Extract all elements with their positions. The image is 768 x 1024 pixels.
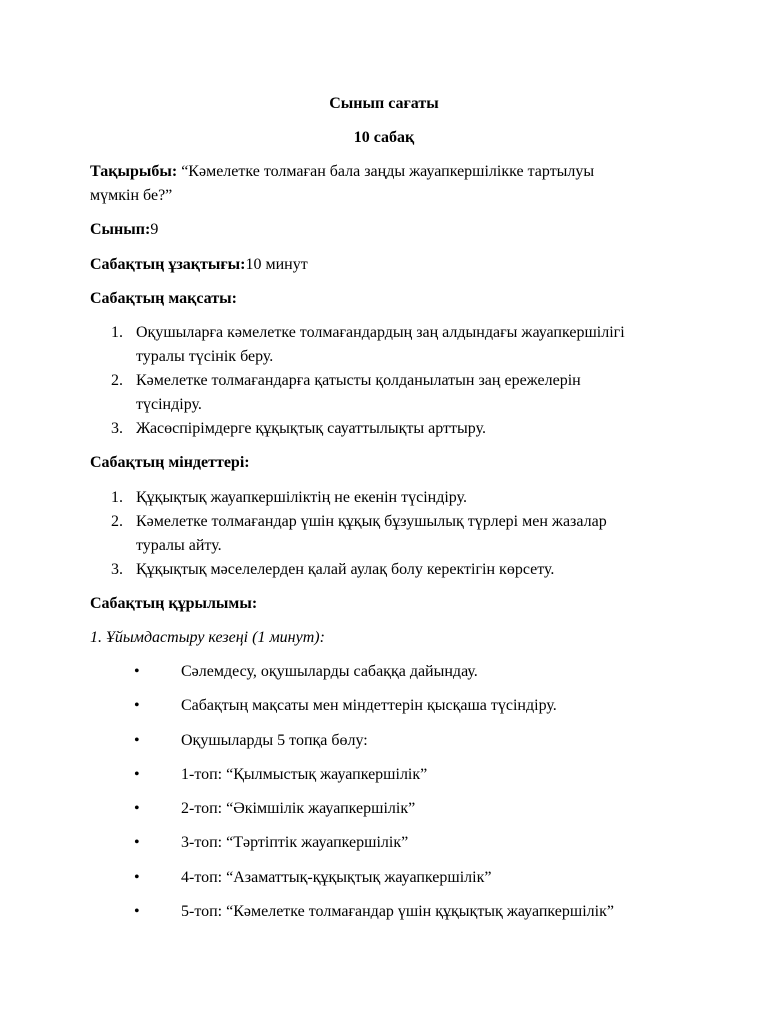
bullet-icon: •	[134, 697, 140, 714]
bullet-icon: •	[134, 766, 140, 783]
document-title: Сынып сағаты	[329, 95, 439, 112]
bullet-icon: •	[134, 800, 140, 817]
duration-value: 10 минут	[245, 256, 308, 273]
bullet-text: Сабақтың мақсаты мен міндеттерін қысқаша түсіндіру.	[181, 697, 557, 714]
bullet-text: Сәлемдесу, оқушыларды сабаққа дайындау.	[181, 663, 478, 680]
task-text: Құқықтық жауапкершіліктің не екенін түсіндіру.	[136, 489, 467, 506]
task-number: 3.	[111, 561, 123, 578]
goal-text: Кәмелетке толмағандарға қатысты қолданылатын заң ережелерін	[136, 372, 581, 389]
bullet-text: 3-топ: “Тәртіптік жауапкершілік”	[181, 834, 409, 851]
goal-text-cont: түсіндіру.	[136, 396, 202, 413]
lesson-number: 10 сабақ	[353, 129, 415, 146]
tasks-heading: Сабақтың міндеттері:	[90, 454, 250, 471]
task-number: 2.	[111, 513, 123, 530]
bullet-icon: •	[134, 834, 140, 851]
bullet-text: 2-топ: “Әкімшілік жауапкершілік”	[181, 800, 416, 817]
bullet-icon: •	[134, 903, 140, 920]
topic-text-1: “Кәмелетке толмаған бала заңды жауапкершілікке тартылуы	[177, 163, 595, 180]
task-number: 1.	[111, 489, 123, 506]
task-text: Құқықтық мәселелерден қалай аулақ болу керектігін көрсету.	[136, 561, 555, 578]
bullet-icon: •	[134, 732, 140, 749]
goal-text: Оқушыларға кәмелетке толмағандардың заң алдындағы жауапкершілігі	[136, 324, 625, 341]
bullet-icon: •	[134, 663, 140, 680]
topic-line-1	[90, 163, 594, 181]
goals-heading: Сабақтың мақсаты:	[90, 290, 237, 307]
bullet-text: Оқушыларды 5 топқа бөлу:	[181, 732, 368, 749]
bullet-text: 4-топ: “Азаматтық-құқықтық жауапкершілік”	[181, 869, 492, 886]
structure-heading: Сабақтың құрылымы:	[90, 595, 258, 612]
topic-label: Тақырыбы:	[90, 163, 178, 180]
topic-text-2: мүмкін бе?”	[90, 187, 173, 204]
task-text: Кәмелетке толмағандар үшін құқық бұзушылық түрлері мен жазалар	[136, 513, 607, 530]
goal-number: 2.	[111, 372, 123, 389]
goal-text-cont: туралы түсінік беру.	[136, 348, 274, 365]
goal-number: 1.	[111, 324, 123, 341]
class-label: Сынып:	[90, 221, 151, 238]
goal-text: Жасөспірімдерге құқықтық сауаттылықты арттыру.	[136, 420, 486, 437]
bullet-icon: •	[134, 869, 140, 886]
bullet-text: 5-топ: “Кәмелетке толмағандар үшін құқықтық жауапкершілік”	[181, 903, 614, 920]
duration-line	[90, 256, 308, 274]
task-text-cont: туралы айту.	[136, 537, 222, 554]
class-line	[90, 221, 158, 239]
goal-number: 3.	[111, 420, 123, 437]
bullet-text: 1-топ: “Қылмыстық жауапкершілік”	[181, 766, 428, 783]
class-value: 9	[150, 221, 159, 238]
stage-1-heading: 1. Ұйымдастыру кезеңі (1 минут):	[90, 629, 325, 646]
duration-label: Сабақтың ұзақтығы:	[90, 256, 246, 273]
